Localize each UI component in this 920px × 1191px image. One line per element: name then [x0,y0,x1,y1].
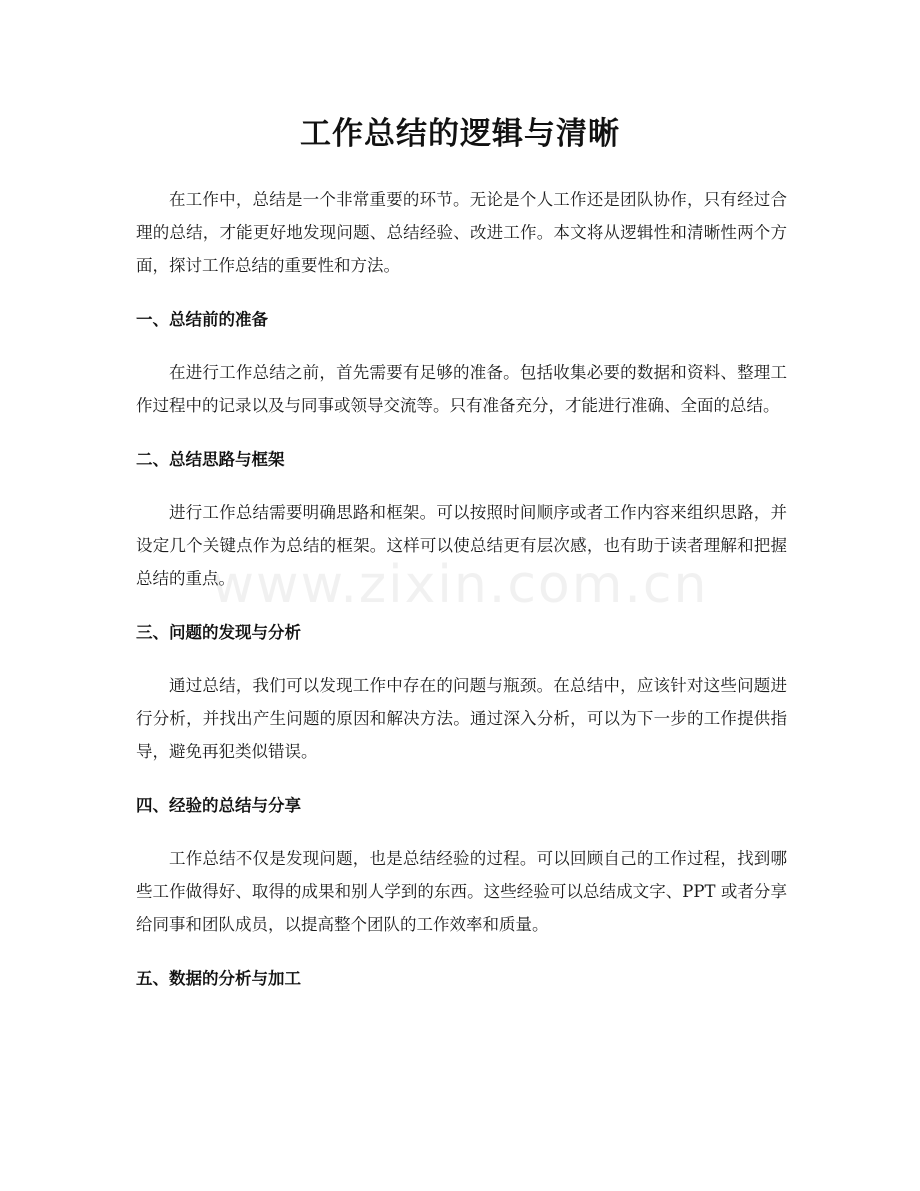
section-paragraph-3: 通过总结，我们可以发现工作中存在的问题与瓶颈。在总结中，应该针对这些问题进行分析，并找出产生问题的原因和解决方法。通过深入分析，可以为下一步的工作提供指导，避免再犯类似错误。 [136,676,787,761]
section-heading-1: 一、总结前的准备 [136,310,268,329]
section-heading-4: 四、经验的总结与分享 [136,796,301,815]
intro-paragraph: 在工作中，总结是一个非常重要的环节。无论是个人工作还是团队协作，只有经过合理的总结，才能更好地发现问题、总结经验、改进工作。本文将从逻辑性和清晰性两个方面，探讨工作总结的重要性和方法。 [136,190,787,275]
section-heading-5: 五、数据的分析与加工 [136,969,301,988]
document-body [136,183,787,995]
watermark: www.zixin.com.cn [211,555,709,615]
section-paragraph-2: 进行工作总结需要明确思路和框架。可以按照时间顺序或者工作内容来组织思路，并设定几个关键点作为总结的框架。这样可以使总结更有层次感，也有助于读者理解和把握总结的重点。 [136,503,787,588]
section-heading-2: 二、总结思路与框架 [136,450,285,469]
section-paragraph-4: 工作总结不仅是发现问题，也是总结经验的过程。可以回顾自己的工作过程，找到哪些工作做得好、取得的成果和别人学到的东西。这些经验可以总结成文字、PPT 或者分享给同事和团队成员，以提高整个团队的工作效率和质量。 [136,849,787,934]
section-heading-3: 三、问题的发现与分析 [136,623,301,642]
section-paragraph-1: 在进行工作总结之前，首先需要有足够的准备。包括收集必要的数据和资料、整理工作过程中的记录以及与同事或领导交流等。只有准备充分，才能进行准确、全面的总结。 [136,363,787,415]
document-title: 工作总结的逻辑与清晰 [300,116,620,152]
